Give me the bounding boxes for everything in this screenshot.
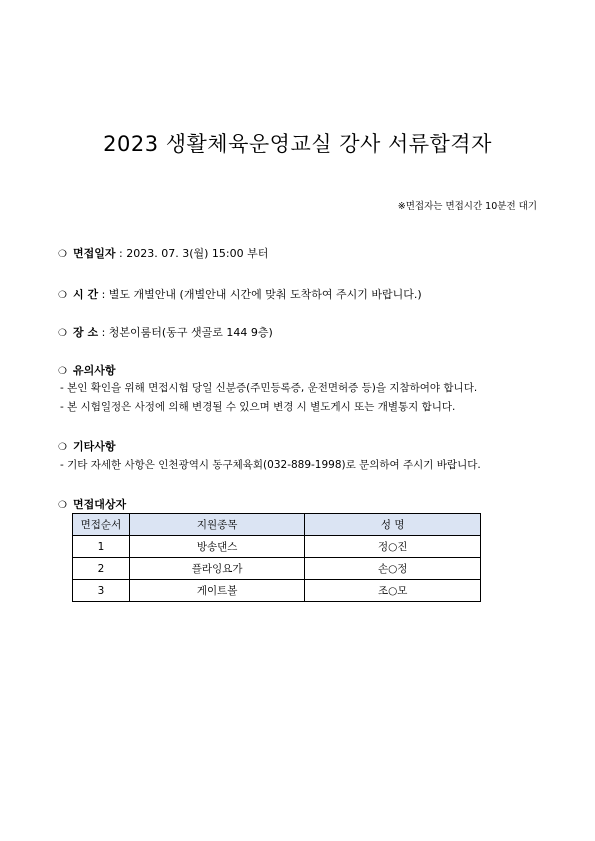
other-heading	[58, 438, 116, 454]
bullet-icon: ❍	[58, 249, 67, 260]
cell-order: 1	[73, 536, 130, 558]
header-name: 성 명	[305, 514, 481, 536]
cell-discipline: 게이트볼	[129, 580, 305, 602]
bullet-icon: ❍	[58, 366, 67, 377]
header-discipline: 지원종목	[129, 514, 305, 536]
caution-label: 유의사항	[73, 364, 116, 377]
candidates-label: 면접대상자	[73, 498, 127, 511]
candidates-heading	[58, 496, 126, 512]
caution-heading	[58, 362, 116, 378]
interview-date-label: 면접일자	[73, 247, 116, 260]
cell-name: 정○진	[305, 536, 481, 558]
interview-date-line: ❍ 면접일자 : 2023. 07. 3(월) 15:00 부터	[58, 247, 269, 260]
place-value: 청본이룸터(동구 샛골로 144 9층)	[108, 326, 273, 339]
interview-date-value: 2023. 07. 3(월) 15:00 부터	[126, 247, 269, 260]
candidates-table	[72, 513, 481, 602]
caution-item: - 본인 확인을 위해 면접시험 당일 신분증(주민등록증, 운전면허증 등)을 지참하여야 합니다.	[60, 382, 478, 394]
cell-order: 3	[73, 580, 130, 602]
other-label: 기타사항	[73, 440, 116, 453]
bullet-icon: ❍	[58, 328, 67, 339]
bullet-icon: ❍	[58, 442, 67, 453]
time-value: 별도 개별안내 (개별안내 시간에 맞춰 도착하여 주시기 바랍니다.)	[108, 288, 422, 301]
cell-discipline: 플라잉요가	[129, 558, 305, 580]
table-row	[73, 536, 481, 558]
header-order: 면접순서	[73, 514, 130, 536]
place-line: ❍ 장 소 : 청본이룸터(동구 샛골로 144 9층)	[58, 326, 273, 339]
table-header-row	[73, 514, 481, 536]
cell-order: 2	[73, 558, 130, 580]
document-title: 2023 생활체육운영교실 강사 서류합격자	[103, 132, 492, 156]
other-item: - 기타 자세한 사항은 인천광역시 동구체육회(032-889-1998)로 문의하여 주시기 바랍니다.	[60, 459, 481, 471]
bullet-icon: ❍	[58, 500, 67, 511]
place-label: 장 소	[73, 326, 99, 339]
table-row	[73, 580, 481, 602]
time-label: 시 간	[73, 288, 99, 301]
cell-name: 조○모	[305, 580, 481, 602]
time-line: ❍ 시 간 : 별도 개별안내 (개별안내 시간에 맞춰 도착하여 주시기 바랍니다.)	[58, 288, 422, 301]
caution-item: - 본 시험일정은 사정에 의해 변경될 수 있으며 변경 시 별도게시 또는 개별통지 합니다.	[60, 401, 456, 413]
bullet-icon: ❍	[58, 290, 67, 301]
cell-discipline: 방송댄스	[129, 536, 305, 558]
table-row	[73, 558, 481, 580]
interview-note: ※면접자는 면접시간 10분전 대기	[397, 201, 537, 212]
cell-name: 손○정	[305, 558, 481, 580]
